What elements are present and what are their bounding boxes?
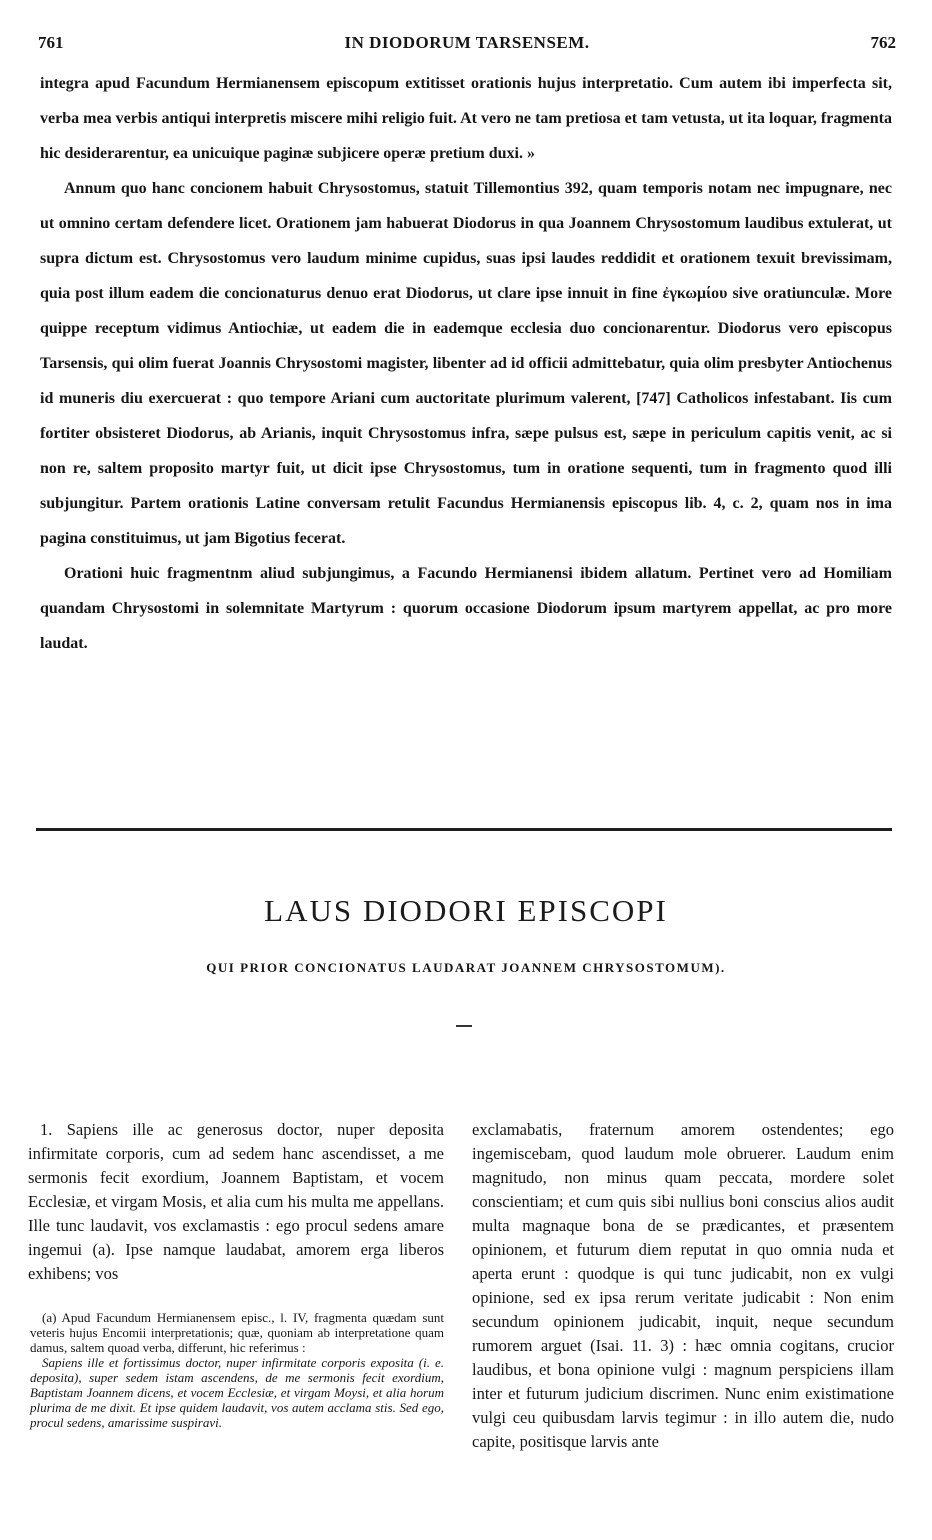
text-column-left — [28, 1118, 444, 1286]
section-divider — [36, 828, 892, 831]
footnote-quote: Sapiens ille et fortissimus doctor, nuper infirmitate corporis exposita (i. e. deposita), super sedem istam ascendens, de me sermonis fecit exordium, Baptistam Joannem dicens, et vocem Ecclesiæ, et virgam Moysi, et alia horum plurima de me dixit. Et ipse quidem laudavit, vos autem acclama stis. Sed ego, procul sedens, amarissime suspiravi. — [30, 1355, 444, 1430]
footnote — [30, 1310, 444, 1430]
footnote-intro: (a) Apud Facundum Hermianensem episc., l. IV, fragmenta quædam sunt veteris hujus Encomii interpretationis; quæ, quoniam ab interpretatione quam damus, saltem quoad verba, differunt, hic referimus : — [30, 1310, 444, 1355]
text-column-right — [472, 1118, 894, 1454]
running-head — [38, 33, 896, 57]
intro-paragraph-2: Annum quo hanc concionem habuit Chrysostomus, statuit Tillemontius 392, quam temporis notam nec impugnare, nec ut omnino certam defendere licet. Orationem jam habuerat Diodorus in qua Joannem Chrysostomum laudibus extulerat, ut supra dictum est. Chrysostomus vero laudum minime cupidus, suas ipsi laudes reddidit et orationem texuit brevissimam, quia post illum eadem die concionaturus denuo erat Diodorus, ut clare ipse innuit in fine ἐγκωμίου sive oratiunculæ. More quippe receptum vidimus Antiochiæ, ut eadem die in eademque ecclesia duo concionarentur. Diodorus vero episcopus Tarsensis, qui olim fuerat Joannis Chrysostomi magister, libenter ad id officii admittebatur, quia olim presbyter Antiochenus id muneris diu exercuerat : quo tempore Ariani cum auctoritate plurimum valerent, [747] Catholicos infestabant. Iis cum fortiter obsisteret Diodorus, ab Arianis, inquit Chrysostomus infra, sæpe pulsus est, sæpe in periculum capitis venit, ac si non re, saltem proposito martyr fuit, ut dicit ipse Chrysostomus, tum in oratione sequenti, tum in fragmento quod illi subjungitur. Partem orationis Latine conversam retulit Facundus Hermianensis episcopus lib. 4, c. 2, quam nos in ima pagina constituimus, ut jam Bigotius fecerat. — [40, 180, 892, 547]
homily-title: LAUS DIODORI EPISCOPI — [264, 893, 668, 928]
intro-paragraph-3: Orationi huic fragmentnm aliud subjungimus, a Facundo Hermianensi ibidem allatum. Pertinet vero ad Homiliam quandam Chrysostomi in solemnitate Martyrum : quorum occasione Diodorum ipsum martyrem appellat, ac pro more laudat. — [40, 565, 892, 652]
intro-paragraph-1: integra apud Facundum Hermianensem episcopum extitisset orationis hujus interpretatio. Cum autem ibi imperfecta sit, verba mea verbis antiqui interpretis miscere mihi religio fuit. At vero ne tam pretiosa et tam vetusta, ut ita loquar, fragmenta hic desiderarentur, ea unicuique paginæ subjicere operæ pretium duxi. » — [40, 75, 892, 162]
page-number-left: 761 — [38, 33, 64, 52]
introduction — [40, 66, 892, 661]
homily-subtitle: QUI PRIOR CONCIONATUS LAUDARAT JOANNEM CHRYSOSTOMUM). — [206, 960, 726, 975]
body-paragraph-right: exclamabatis, fraternum amorem ostendentes; ego ingemiscebam, quod laudum mole obruerer. Laudum enim magnitudo, non minus quam peccata, mordere solet conscientiam; et cum quis sibi nullius boni conscius alios audit multa magnaque bona de se prædicantes, et præsentem opinionem, et futurum diem reputat in quo omnia nuda et aperta erunt : quodque is qui tunc judicabit, non ex vulgi opinione, sed ex ipsa rerum veritate judicabit : Non enim secundum opinionem judicabit, inquit, neque secundum rumorem arguet (Isai. 11. 3) : hæc omnia cogitans, crucior laudibus, et bona opinione vulgi : magnum perspiciens illam inter et futurum judicium discrimen. Nunc enim existimatione vulgi ceu quibusdam larvis tegimur : in illo autem die, nudo capite, positisque larvis ante — [472, 1120, 894, 1451]
title-dash — [456, 1025, 472, 1027]
page-number-right: 762 — [870, 33, 896, 52]
body-paragraph-left: 1. Sapiens ille ac generosus doctor, nuper deposita infirmitate corporis, cum ad sedem hanc ascendisset, a me sermonis fecit exordium, Joannem Baptistam, et vocem Ecclesiæ, et virgam Mosis, et alia cum his multa me appellans. Ille tunc laudavit, vos exclamastis : ego procul sedens amare ingemui (a). Ipse namque laudabat, amorem erga liberos exhibens; vos — [28, 1120, 444, 1283]
running-title: IN DIODORUM TARSENSEM. — [344, 33, 590, 52]
